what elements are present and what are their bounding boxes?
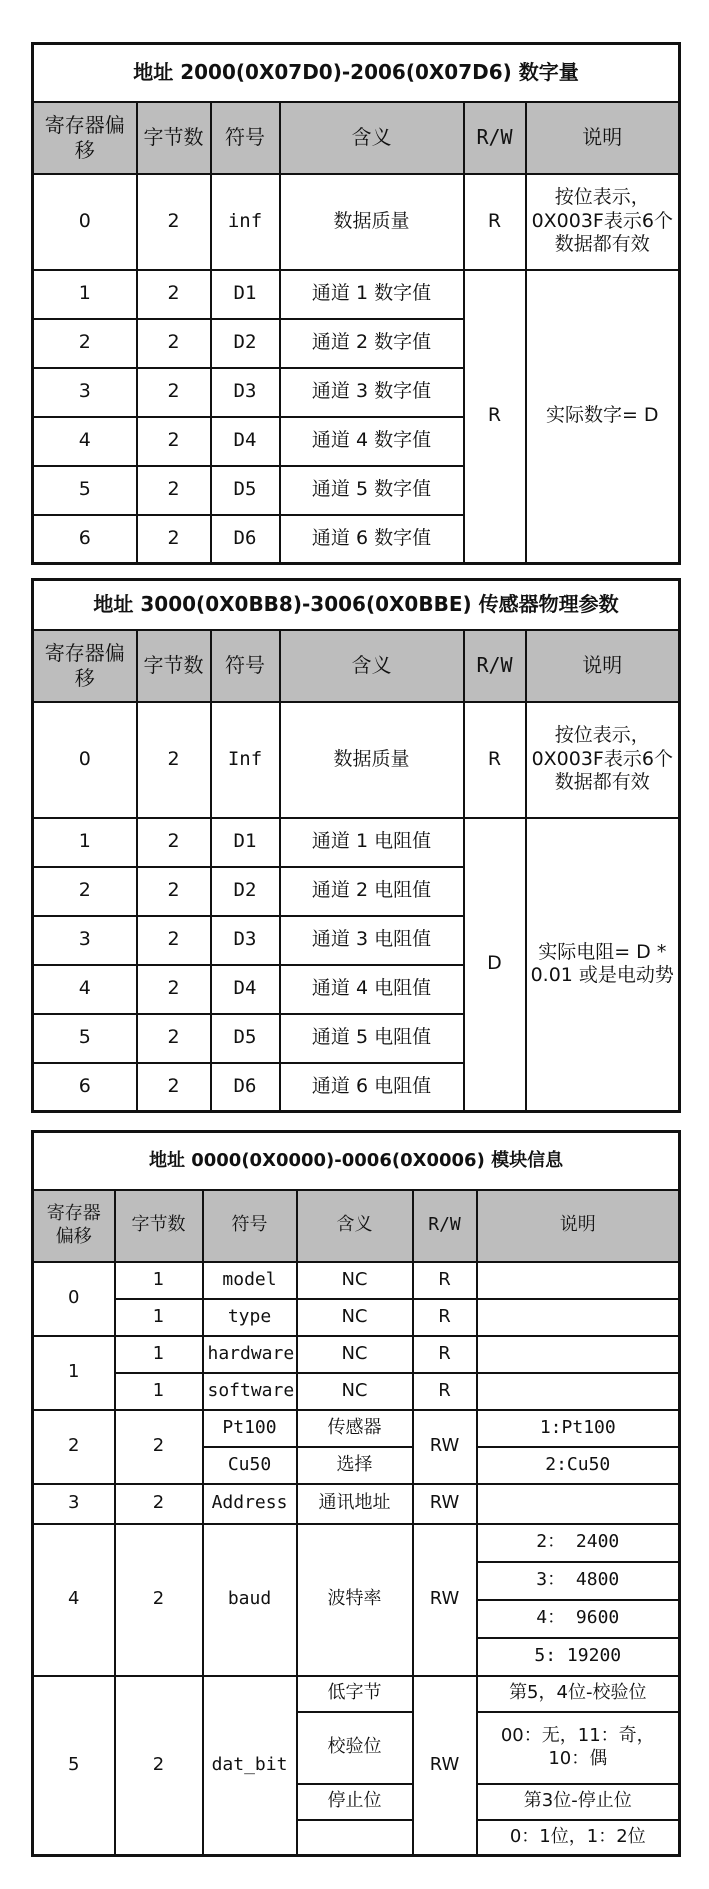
byte-count: 2 [137, 702, 211, 818]
register-offset: 4 [33, 1524, 115, 1676]
meaning: 通道 1 电阻值 [280, 818, 464, 867]
meaning: NC [297, 1262, 413, 1299]
symbol: hardware [203, 1336, 297, 1373]
byte-count: 2 [115, 1524, 203, 1676]
meaning: 通道 2 数字值 [280, 319, 464, 368]
description [477, 1262, 680, 1299]
byte-count: 2 [137, 965, 211, 1014]
byte-count: 1 [115, 1336, 203, 1373]
symbol: D4 [211, 417, 280, 466]
table-row [33, 270, 680, 319]
column-header: 寄存器偏移 [33, 630, 137, 702]
meaning: 通道 2 电阻值 [280, 867, 464, 916]
symbol: model [203, 1262, 297, 1299]
register-offset: 5 [33, 466, 137, 515]
read-write: R [464, 174, 526, 270]
register-offset: 4 [33, 965, 137, 1014]
register-offset: 6 [33, 515, 137, 564]
symbol: Address [203, 1484, 297, 1524]
description: 1:Pt100 [477, 1410, 680, 1447]
read-write: R [413, 1299, 477, 1336]
table-title: 地址 2000(0X07D0)-2006(0X07D6) 数字量 [33, 44, 680, 102]
symbol: D1 [211, 818, 280, 867]
register-offset: 6 [33, 1063, 137, 1112]
byte-count: 2 [137, 417, 211, 466]
symbol: D5 [211, 466, 280, 515]
symbol: D3 [211, 916, 280, 965]
read-write: D [464, 818, 526, 1112]
table-title: 地址 0000(0X0000)-0006(0X0006) 模块信息 [33, 1132, 680, 1190]
meaning: 通道 6 数字值 [280, 515, 464, 564]
meaning: 通道 4 数字值 [280, 417, 464, 466]
meaning: 数据质量 [280, 702, 464, 818]
symbol: D2 [211, 319, 280, 368]
symbol: dat_bit [203, 1676, 297, 1856]
symbol: Inf [211, 702, 280, 818]
symbol: D1 [211, 270, 280, 319]
column-header: 符号 [203, 1190, 297, 1262]
description: 5: 19200 [477, 1638, 680, 1676]
table-row [33, 1336, 680, 1373]
byte-count: 1 [115, 1262, 203, 1299]
column-header: 含义 [297, 1190, 413, 1262]
description: 按位表示，0X003F表示6个数据都有效 [526, 174, 680, 270]
byte-count: 2 [137, 867, 211, 916]
column-header: 字节数 [115, 1190, 203, 1262]
register-offset: 0 [33, 1262, 115, 1336]
meaning: 通道 6 电阻值 [280, 1063, 464, 1112]
register-offset: 3 [33, 1484, 115, 1524]
column-header: 说明 [526, 102, 680, 174]
symbol: D2 [211, 867, 280, 916]
register-offset: 2 [33, 1410, 115, 1484]
description: 4： 9600 [477, 1600, 680, 1638]
register-offset: 1 [33, 818, 137, 867]
table-row [33, 1676, 680, 1712]
read-write: R [464, 270, 526, 564]
byte-count: 2 [137, 174, 211, 270]
register-offset: 5 [33, 1014, 137, 1063]
read-write: RW [413, 1524, 477, 1676]
description: 第3位-停止位 [477, 1784, 680, 1820]
meaning: NC [297, 1373, 413, 1410]
read-write: R [464, 702, 526, 818]
column-header: 字节数 [137, 630, 211, 702]
symbol: D6 [211, 1063, 280, 1112]
symbol: D3 [211, 368, 280, 417]
symbol: software [203, 1373, 297, 1410]
read-write: RW [413, 1410, 477, 1484]
table-row [33, 702, 680, 818]
meaning: NC [297, 1336, 413, 1373]
register-offset: 3 [33, 368, 137, 417]
byte-count: 2 [137, 466, 211, 515]
description: 00：无，11：奇，10：偶 [477, 1712, 680, 1784]
description: 2： 2400 [477, 1524, 680, 1562]
description: 3： 4800 [477, 1562, 680, 1600]
symbol: D5 [211, 1014, 280, 1063]
table-row [33, 1373, 680, 1410]
description: 2:Cu50 [477, 1447, 680, 1484]
meaning: 通道 3 电阻值 [280, 916, 464, 965]
column-header: R/W [413, 1190, 477, 1262]
register-offset: 2 [33, 867, 137, 916]
register-offset: 1 [33, 1336, 115, 1410]
column-header: 寄存器偏移 [33, 102, 137, 174]
read-write: RW [413, 1676, 477, 1856]
symbol: D4 [211, 965, 280, 1014]
table-row [33, 1299, 680, 1336]
table-row [33, 1262, 680, 1299]
description: 0：1位，1：2位 [477, 1820, 680, 1856]
column-header: 含义 [280, 630, 464, 702]
column-header: 说明 [526, 630, 680, 702]
register-offset: 2 [33, 319, 137, 368]
meaning: 波特率 [297, 1524, 413, 1676]
description [477, 1336, 680, 1373]
description: 按位表示，0X003F表示6个数据都有效 [526, 702, 680, 818]
description [477, 1484, 680, 1524]
byte-count: 1 [115, 1299, 203, 1336]
symbol: Pt100 [203, 1410, 297, 1447]
module-info-table [31, 1130, 681, 1857]
register-offset: 5 [33, 1676, 115, 1856]
meaning: 数据质量 [280, 174, 464, 270]
read-write: RW [413, 1484, 477, 1524]
meaning: 低字节 [297, 1676, 413, 1712]
register-offset: 0 [33, 174, 137, 270]
byte-count: 2 [137, 818, 211, 867]
byte-count: 2 [115, 1410, 203, 1484]
symbol: baud [203, 1524, 297, 1676]
column-header: 符号 [211, 102, 280, 174]
meaning: 通道 4 电阻值 [280, 965, 464, 1014]
table-row [33, 174, 680, 270]
byte-count: 2 [137, 368, 211, 417]
byte-count: 2 [137, 1063, 211, 1112]
meaning [297, 1820, 413, 1856]
symbol: inf [211, 174, 280, 270]
meaning: 通道 1 数字值 [280, 270, 464, 319]
read-write: R [413, 1373, 477, 1410]
column-header: 含义 [280, 102, 464, 174]
byte-count: 2 [137, 515, 211, 564]
digital-values-table [31, 42, 681, 565]
register-offset: 1 [33, 270, 137, 319]
sensor-parameters-table [31, 578, 681, 1113]
description: 第5，4位-校验位 [477, 1676, 680, 1712]
register-offset: 4 [33, 417, 137, 466]
symbol: type [203, 1299, 297, 1336]
column-header: R/W [464, 630, 526, 702]
byte-count: 2 [137, 916, 211, 965]
byte-count: 1 [115, 1373, 203, 1410]
byte-count: 2 [137, 1014, 211, 1063]
meaning: 通道 5 电阻值 [280, 1014, 464, 1063]
meaning: 停止位 [297, 1784, 413, 1820]
table-row [33, 1524, 680, 1562]
description: 实际电阻= D * 0.01 或是电动势 [526, 818, 680, 1112]
column-header: 寄存器偏移 [33, 1190, 115, 1262]
description [477, 1373, 680, 1410]
read-write: R [413, 1262, 477, 1299]
byte-count: 2 [115, 1676, 203, 1856]
column-header: R/W [464, 102, 526, 174]
register-offset: 0 [33, 702, 137, 818]
meaning: 选择 [297, 1447, 413, 1484]
byte-count: 2 [137, 270, 211, 319]
symbol: D6 [211, 515, 280, 564]
table-row [33, 1484, 680, 1524]
symbol: Cu50 [203, 1447, 297, 1484]
column-header: 字节数 [137, 102, 211, 174]
byte-count: 2 [137, 319, 211, 368]
column-header: 符号 [211, 630, 280, 702]
byte-count: 2 [115, 1484, 203, 1524]
meaning: NC [297, 1299, 413, 1336]
table-row [33, 1410, 680, 1447]
table-row [33, 818, 680, 867]
column-header: 说明 [477, 1190, 680, 1262]
description: 实际数字= D [526, 270, 680, 564]
meaning: 通讯地址 [297, 1484, 413, 1524]
meaning: 通道 5 数字值 [280, 466, 464, 515]
register-offset: 3 [33, 916, 137, 965]
table-title: 地址 3000(0X0BB8)-3006(0X0BBE) 传感器物理参数 [33, 580, 680, 630]
meaning: 通道 3 数字值 [280, 368, 464, 417]
meaning: 传感器 [297, 1410, 413, 1447]
read-write: R [413, 1336, 477, 1373]
description [477, 1299, 680, 1336]
meaning: 校验位 [297, 1712, 413, 1784]
